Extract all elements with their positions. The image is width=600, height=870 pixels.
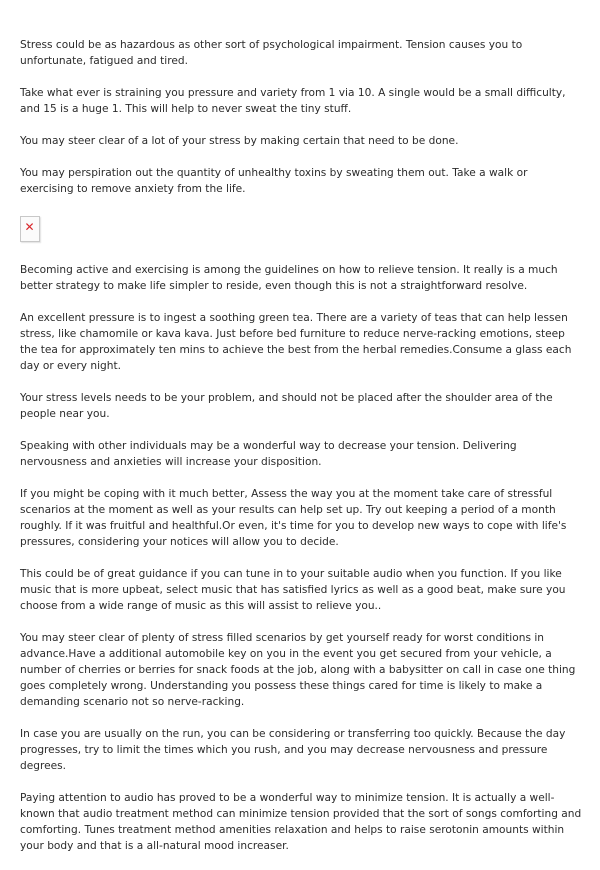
paragraph: You may steer clear of a lot of your stress by making certain that need to be done.	[20, 135, 459, 147]
broken-image-icon	[20, 216, 40, 242]
paragraph: Speaking with other individuals may be a wonderful way to decrease your tension. Delivering nervousness and anxieties will increase your disposition.	[20, 440, 517, 468]
image-placeholder	[20, 213, 582, 245]
paragraph: Stress could be as hazardous as other sort of psychological impairment. Tension causes you to unfortunate, fatigued and tired.	[20, 39, 523, 67]
paragraph: Take what ever is straining you pressure and variety from 1 via 10. A single would be a small difficulty, and 15 is a huge 1. This will help to never sweat the tiny stuff.	[20, 87, 566, 115]
paragraph: Paying attention to audio has proved to be a wonderful way to minimize tension. It is actually a well-known that audio treatment method can minimize tension provided that the sort of songs comforting and comforting. Tunes treatment method amenities relaxation and helps to raise serotonin amounts within your body and that is a all-natural mood increaser.	[20, 792, 582, 852]
close-icon: ✕	[24, 220, 35, 234]
paragraph: If you might be coping with it much better, Assess the way you at the moment take care of stressful scenarios at the moment as well as your results can help set up. Try out keeping a period of a month roughly. If it was fruitful and healthful.Or even, it's time for you to develop new ways to cope with life's pressures, considering your notices will allow you to decide.	[20, 488, 567, 548]
paragraph: Becoming active and exercising is among the guidelines on how to relieve tension. It really is a much better strategy to make life simpler to reside, even though this is not a straightforward resolve.	[20, 264, 558, 292]
paragraph: This could be of great guidance if you can tune in to your suitable audio when you function. If you like music that is more upbeat, select music that has satisfied lyrics as well as a good beat, make sure you choose from a wide range of music as this will assist to relieve you..	[20, 568, 566, 612]
paragraph: You may perspiration out the quantity of unhealthy toxins by sweating them out. Take a walk or exercising to remove anxiety from the life.	[20, 167, 528, 195]
paragraph: Your stress levels needs to be your problem, and should not be placed after the shoulder area of the people near you.	[20, 392, 553, 420]
article-body	[20, 37, 582, 870]
paragraph: You may steer clear of plenty of stress filled scenarios by get yourself ready for worst conditions in advance.Have a additional automobile key on you in the event you get secured from your vehicle, a number of cherries or berries for snack foods at the job, along with a babysitter on call in case one thing goes completely wrong. Understanding you possess these things cared for time is likely to make a demanding scenario not so nerve-racking.	[20, 632, 576, 708]
paragraph: In case you are usually on the run, you can be considering or transferring too quickly. Because the day progresses, try to limit the times which you rush, and you may decrease nervousness and pressure degrees.	[20, 728, 566, 772]
paragraph: An excellent pressure is to ingest a soothing green tea. There are a variety of teas that can help lessen stress, like chamomile or kava kava. Just before bed furniture to reduce nerve-racking emotions, steep the tea for approximately ten mins to achieve the best from the herbal remedies.Consume a glass each day or every night.	[20, 312, 572, 372]
